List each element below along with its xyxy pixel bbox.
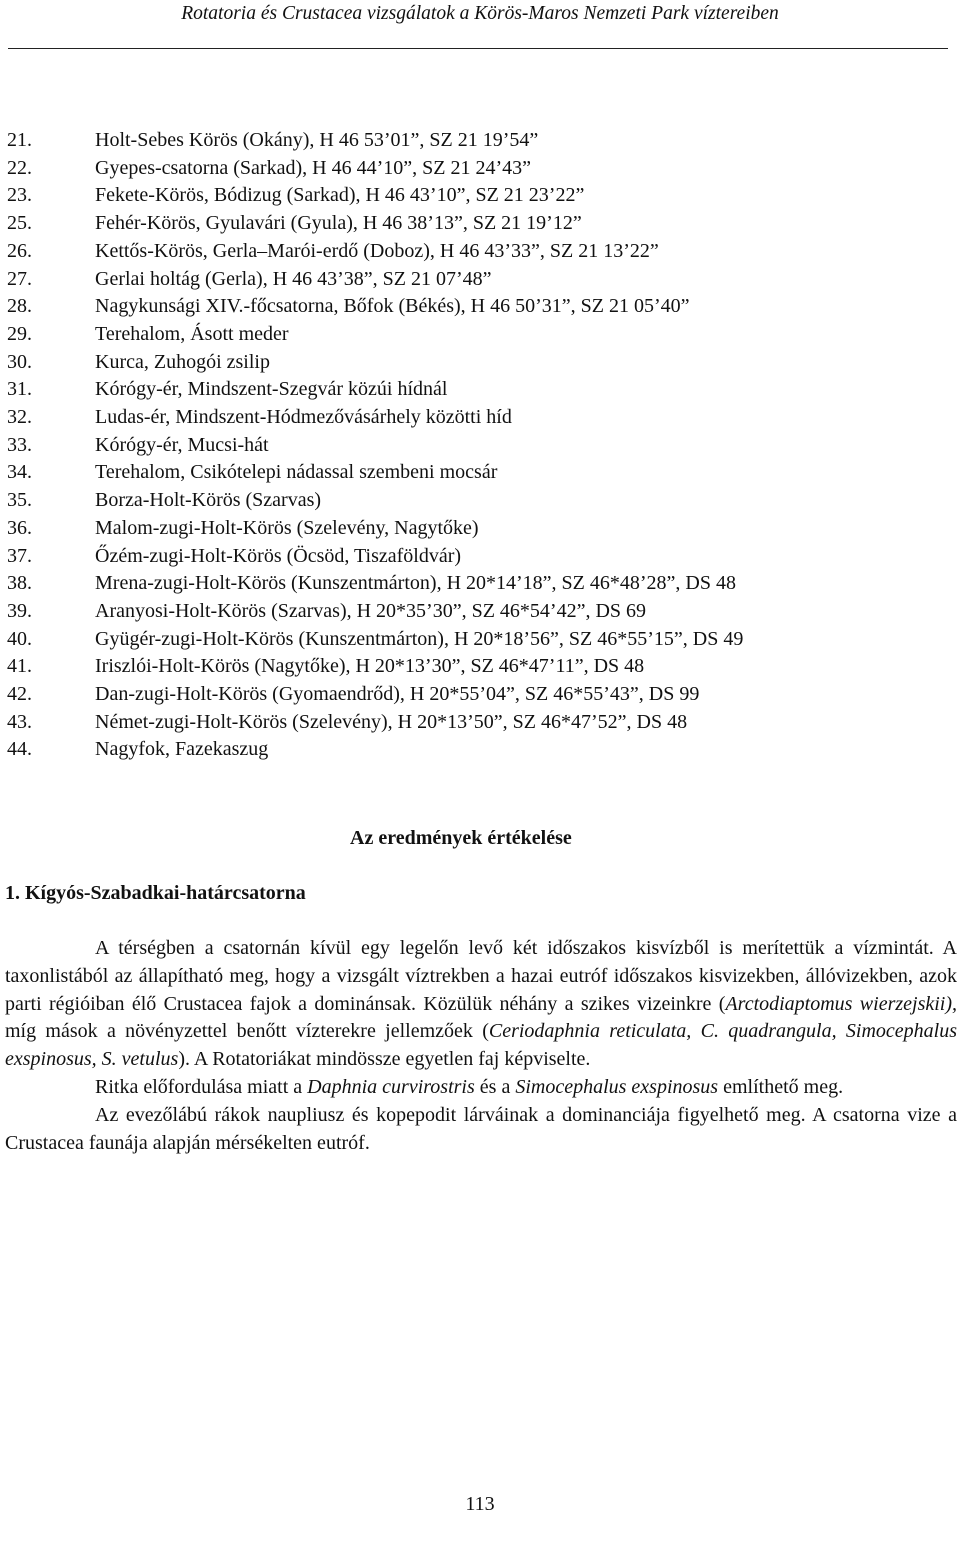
site-list-item: [7, 709, 947, 737]
site-number: 44.: [7, 738, 32, 761]
site-number: 34.: [7, 461, 32, 484]
site-name: Kettős-Körös, Gerla–Marói-erdő (Doboz), H 46 43’33”, SZ 21 13’22”: [95, 239, 659, 262]
site-list-item: [7, 487, 947, 515]
site-name: Fehér-Körös, Gyulavári (Gyula), H 46 38’13”, SZ 21 19’12”: [95, 212, 582, 235]
site-list-item: [7, 459, 947, 487]
site-number: 37.: [7, 544, 32, 567]
site-list-item: [7, 681, 947, 709]
body-paragraph: [5, 1102, 957, 1158]
site-name: Nagykunsági XIV.-főcsatorna, Bőfok (Békés), H 46 50’31”, SZ 21 05’40”: [95, 295, 690, 318]
site-list-item: [7, 210, 947, 238]
site-list-item: [7, 127, 947, 155]
site-list-item: [7, 321, 947, 349]
site-name: Német-zugi-Holt-Körös (Szelevény), H 20*13’50”, SZ 46*47’52”, DS 48: [95, 710, 688, 733]
site-number: 25.: [7, 212, 32, 235]
text-run: és a: [474, 1075, 516, 1098]
taxon-name: Ceriodaphnia reticulata, C. quadrangula, Simocephalus exspinosus, S. vetulus: [5, 1020, 957, 1071]
site-number: 27.: [7, 267, 32, 290]
site-name: Mrena-zugi-Holt-Körös (Kunszentmárton), H 20*14’18”, SZ 46*48’28”, DS 48: [95, 572, 736, 595]
site-list-item: [7, 238, 947, 266]
site-number: 29.: [7, 322, 32, 345]
site-list-item: [7, 432, 947, 460]
header-rule: [8, 48, 948, 49]
site-name: Kórógy-ér, Mucsi-hát: [95, 433, 269, 456]
site-name: Nagyfok, Fazekaszug: [95, 738, 269, 761]
sampling-site-list: [7, 127, 947, 764]
site-number: 22.: [7, 156, 32, 179]
site-number: 40.: [7, 627, 32, 650]
site-number: 31.: [7, 378, 32, 401]
site-list-item: [7, 736, 947, 764]
site-name: Fekete-Körös, Bódizug (Sarkad), H 46 43’10”, SZ 21 23’22”: [95, 184, 585, 207]
site-number: 39.: [7, 599, 32, 622]
text-run: ). A Rotatoriákat mindössze egyetlen faj képviselte.: [178, 1048, 591, 1071]
site-list-item: [7, 515, 947, 543]
text-run: míg mások a növényzettel benőtt vízterekre jellemzőek (: [5, 1020, 489, 1043]
taxon-name: Arctodiaptomus wierzejskii),: [725, 992, 958, 1015]
subsection-title: 1. Kígyós-Szabadkai-határcsatorna: [5, 882, 306, 904]
site-name: Kórógy-ér, Mindszent-Szegvár közúi hídnál: [95, 378, 448, 401]
site-number: 43.: [7, 710, 32, 733]
site-list-item: [7, 543, 947, 571]
body-paragraph: [5, 935, 957, 1074]
site-list-item: [7, 182, 947, 210]
taxon-name: Simocephalus exspinosus: [515, 1075, 719, 1098]
site-name: Holt-Sebes Körös (Okány), H 46 53’01”, SZ 21 19’54”: [95, 129, 539, 151]
taxon-name: Daphnia curvirostris: [307, 1075, 475, 1098]
site-number: 32.: [7, 406, 32, 429]
running-header: Rotatoria és Crustacea vizsgálatok a Körös-Maros Nemzeti Park víztereiben: [181, 3, 779, 24]
site-list-item: [7, 349, 947, 377]
site-list-item: [7, 404, 947, 432]
site-name: Gyepes-csatorna (Sarkad), H 46 44’10”, SZ 21 24’43”: [95, 156, 531, 179]
site-name: Gerlai holtág (Gerla), H 46 43’38”, SZ 21 07’48”: [95, 267, 492, 290]
site-list-item: [7, 570, 947, 598]
site-name: Kurca, Zuhogói zsilip: [95, 350, 270, 373]
site-list-item: [7, 155, 947, 183]
site-name: Terehalom, Csikótelepi nádassal szembeni mocsár: [95, 461, 498, 484]
site-list-item: [7, 626, 947, 654]
site-number: 30.: [7, 350, 32, 373]
site-number: 35.: [7, 489, 32, 512]
site-number: 21.: [7, 129, 32, 151]
text-run: Az evezőlábú rákok naupliusz és kopepodit lárváinak a dominanciája figyelhető meg. A csatorna vize a Crustacea faunája alapján mérsékelten eutróf.: [5, 1103, 957, 1154]
body-paragraph: [5, 1074, 957, 1102]
site-name: Malom-zugi-Holt-Körös (Szelevény, Nagytőke): [95, 516, 479, 539]
site-number: 23.: [7, 184, 32, 207]
site-name: Gyügér-zugi-Holt-Körös (Kunszentmárton), H 20*18’56”, SZ 46*55’15”, DS 49: [95, 627, 744, 650]
site-name: Ludas-ér, Mindszent-Hódmezővásárhely közötti híd: [95, 406, 512, 429]
site-number: 38.: [7, 572, 32, 595]
site-name: Iriszlói-Holt-Körös (Nagytőke), H 20*13’30”, SZ 46*47’11”, DS 48: [95, 655, 645, 678]
site-number: 28.: [7, 295, 32, 318]
site-number: 36.: [7, 516, 32, 539]
site-number: 42.: [7, 683, 32, 706]
page-number: 113: [465, 1493, 495, 1515]
text-run: említhető meg.: [718, 1075, 844, 1098]
site-list-item: [7, 598, 947, 626]
site-name: Őzém-zugi-Holt-Körös (Öcsöd, Tiszaföldvár): [95, 544, 462, 567]
body-text: [5, 935, 957, 1157]
site-list-item: [7, 293, 947, 321]
site-list-item: [7, 266, 947, 294]
text-run: A térségben a csatornán kívül egy legelőn levő két időszakos kisvízből is merítettük a vízmintát. A taxonlistából az állapítható meg, hogy a vizsgált víztrekben a hazai eutróf időszakos kisvizekben, állóvizekben, azok parti régióiban élő Crustacea fajok a dominánsak. Közülük néhány a szikes vizeinkre (: [5, 937, 957, 1015]
site-number: 26.: [7, 239, 32, 262]
site-name: Dan-zugi-Holt-Körös (Gyomaendrőd), H 20*55’04”, SZ 46*55’43”, DS 99: [95, 683, 700, 706]
site-list-item: [7, 653, 947, 681]
section-title: Az eredmények értékelése: [350, 827, 572, 849]
site-name: Borza-Holt-Körös (Szarvas): [95, 489, 322, 512]
text-run: Ritka előfordulása miatt a: [95, 1075, 308, 1098]
site-number: 41.: [7, 655, 32, 678]
site-number: 33.: [7, 433, 32, 456]
site-list-item: [7, 376, 947, 404]
site-name: Aranyosi-Holt-Körös (Szarvas), H 20*35’30”, SZ 46*54’42”, DS 69: [95, 599, 647, 622]
site-name: Terehalom, Ásott meder: [95, 322, 289, 345]
